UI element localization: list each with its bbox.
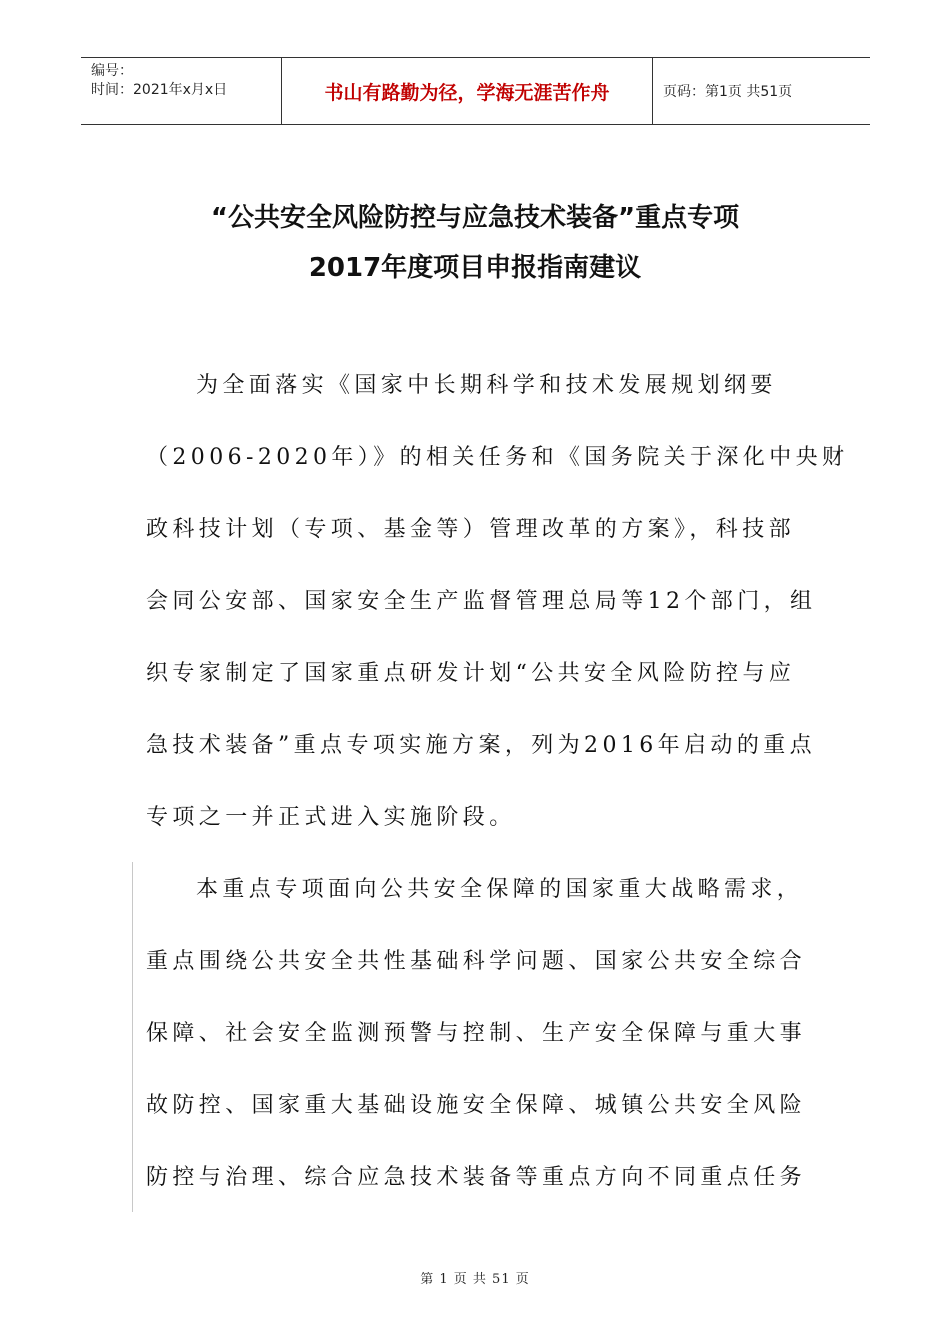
body-line: 本重点专项面向公共安全保障的国家重大战略需求， [196,877,804,902]
body-line: 织专家制定了国家重点研发计划“公共安全风险防控与应 [146,661,796,686]
revision-marker-line [132,862,133,1212]
document-title-line-1: “公共安全风险防控与应急技术装备”重点专项 [210,203,740,233]
body-line: 重点围绕公共安全共性基础科学问题、国家公共安全综合 [146,949,807,974]
header-table [81,57,870,125]
body-line: 为全面落实《国家中长期科学和技术发展规划纲要 [196,373,777,398]
body-line: 防控与治理、综合应急技术装备等重点方向不同重点任务 [146,1165,807,1190]
header-motto: 书山有路勤为径，学海无涯苦作舟 [281,58,653,124]
body-line: 专项之一并正式进入实施阶段。 [146,805,516,830]
body-line: 故防控、国家重大基础设施安全保障、城镇公共安全风险 [146,1093,807,1118]
body-line: 会同公安部、国家安全生产监督管理总局等12个部门，组 [146,589,817,614]
body-line: （2006-2020年）》的相关任务和《国务院关于深化中央财 [146,445,849,470]
document-title-line-2: 2017年度项目申报指南建议 [308,253,642,283]
body-line: 政科技计划（专项、基金等）管理改革的方案》，科技部 [146,517,796,542]
time-label: 时间：2021年x月x日 [91,82,228,98]
body-line: 急技术装备”重点专项实施方案，列为2016年启动的重点 [146,733,817,758]
header-meta-cell [81,58,281,124]
number-label: 编号： [91,63,133,79]
body-line: 保障、社会安全监测预警与控制、生产安全保障与重大事 [146,1021,807,1046]
header-page-info: 页码：第1页 共51页 [663,84,793,100]
page-footer: 第 1 页 共 51 页 [420,1272,530,1287]
